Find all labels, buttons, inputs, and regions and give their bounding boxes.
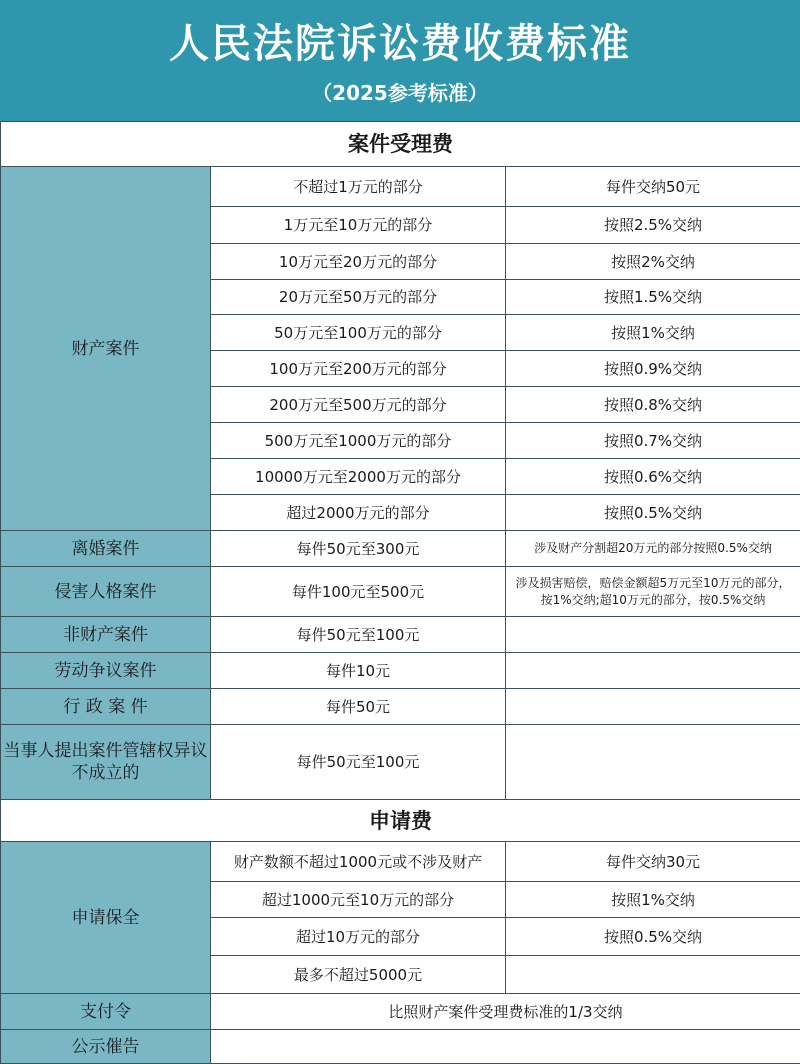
preservation-fee-4	[506, 956, 800, 994]
category-personality-case: 侵害人格案件	[1, 567, 211, 617]
property-range-6: 100万元至200万元的部分	[211, 351, 506, 387]
fee-table	[0, 121, 800, 1064]
nonproperty-fee: 每件50元至100元	[211, 617, 506, 653]
property-range-2: 1万元至10万元的部分	[211, 207, 506, 244]
admin-fee: 每件50元	[211, 689, 506, 725]
property-range-9: 10000万元至2000万元的部分	[211, 459, 506, 495]
property-fee-4: 按照1.5%交纳	[506, 280, 800, 315]
divorce-fee: 每件50元至300元	[211, 531, 506, 567]
category-public-notice: 公示催告	[1, 1030, 211, 1064]
property-fee-1: 每件交纳50元	[506, 167, 800, 207]
payment-order-fee: 比照财产案件受理费标准的1/3交纳	[211, 994, 800, 1030]
property-range-10: 超过2000万元的部分	[211, 495, 506, 531]
property-fee-9: 按照0.6%交纳	[506, 459, 800, 495]
property-fee-7: 按照0.8%交纳	[506, 387, 800, 423]
category-admin-case: 行 政 案 件	[1, 689, 211, 725]
public-notice-fee	[211, 1030, 800, 1064]
property-range-3: 10万元至20万元的部分	[211, 244, 506, 280]
labor-fee: 每件10元	[211, 653, 506, 689]
preservation-fee-3: 按照0.5%交纳	[506, 918, 800, 956]
page-header	[0, 0, 800, 121]
category-property-case: 财产案件	[1, 167, 211, 531]
property-fee-5: 按照1%交纳	[506, 315, 800, 351]
page-title: 人民法院诉讼费收费标准	[0, 0, 800, 70]
preservation-fee-1: 每件交纳30元	[506, 842, 800, 882]
divorce-note: 涉及财产分割超20万元的部分按照0.5%交纳	[506, 531, 800, 567]
property-fee-2: 按照2.5%交纳	[506, 207, 800, 244]
section-title-acceptance-fee: 案件受理费	[1, 122, 800, 167]
category-payment-order: 支付令	[1, 994, 211, 1030]
property-fee-10: 按照0.5%交纳	[506, 495, 800, 531]
preservation-range-4: 最多不超过5000元	[211, 956, 506, 994]
property-fee-3: 按照2%交纳	[506, 244, 800, 280]
property-fee-6: 按照0.9%交纳	[506, 351, 800, 387]
nonproperty-empty	[506, 617, 800, 653]
property-range-4: 20万元至50万元的部分	[211, 280, 506, 315]
property-range-5: 50万元至100万元的部分	[211, 315, 506, 351]
personality-fee: 每件100元至500元	[211, 567, 506, 617]
preservation-range-3: 超过10万元的部分	[211, 918, 506, 956]
property-fee-8: 按照0.7%交纳	[506, 423, 800, 459]
page-subtitle: （2025参考标准）	[0, 80, 800, 106]
category-divorce-case: 离婚案件	[1, 531, 211, 567]
preservation-range-1: 财产数额不超过1000元或不涉及财产	[211, 842, 506, 882]
admin-empty	[506, 689, 800, 725]
property-range-1: 不超过1万元的部分	[211, 167, 506, 207]
personality-note: 涉及损害赔偿，赔偿金额超5万元至10万元的部分，按1%交纳;超10万元的部分，按0.5%交纳	[506, 567, 800, 617]
labor-empty	[506, 653, 800, 689]
category-nonproperty-case: 非财产案件	[1, 617, 211, 653]
category-jurisdiction-objection: 当事人提出案件管辖权异议不成立的	[1, 725, 211, 800]
section-title-application-fee: 申请费	[1, 800, 800, 842]
category-labor-case: 劳动争议案件	[1, 653, 211, 689]
category-preservation: 申请保全	[1, 842, 211, 994]
property-range-8: 500万元至1000万元的部分	[211, 423, 506, 459]
jurisdiction-empty	[506, 725, 800, 800]
property-range-7: 200万元至500万元的部分	[211, 387, 506, 423]
jurisdiction-fee: 每件50元至100元	[211, 725, 506, 800]
preservation-range-2: 超过1000元至10万元的部分	[211, 882, 506, 918]
preservation-fee-2: 按照1%交纳	[506, 882, 800, 918]
